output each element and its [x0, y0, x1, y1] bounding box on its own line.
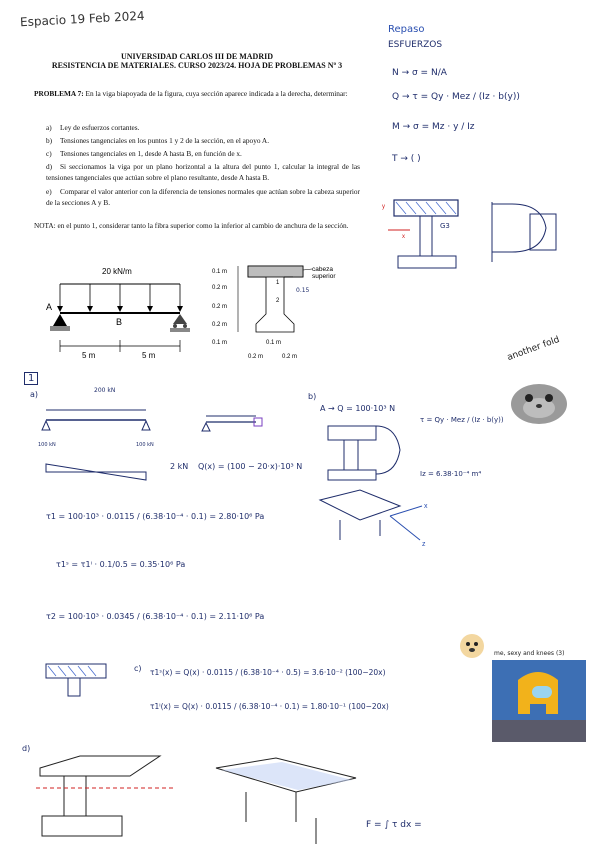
worked-fbd-sketch — [196, 398, 276, 448]
note-text: NOTA: en el punto 1, considerar tanto la fibra superior como la inferior al cambio de anchura de la sección. — [34, 221, 349, 230]
section-hand-dim: 0.15 — [296, 287, 310, 294]
problem-text: En la viga biapoyada de la figura, cuya sección aparece indicada a la derecha, determinar: — [85, 89, 348, 98]
point-b-label: B — [116, 317, 123, 327]
worked-axis-x: x — [424, 503, 428, 510]
notes-formula-m: M → σ = Mz · y / Iz — [392, 122, 475, 132]
worked-part-d-label: d) — [22, 744, 31, 753]
problem-label: PROBLEMA 7: — [34, 89, 84, 98]
worked-reaction-a: 100 kN — [38, 442, 56, 448]
list-item — [46, 161, 360, 183]
worked-c-eq2: τ1ⁱ(x) = Q(x) · 0.0115 / (6.38·10⁻⁴ · 0.1) = 1.80·10⁻¹ (100−20x) — [150, 702, 389, 711]
section-figure — [208, 262, 368, 362]
worked-beam-sketch — [36, 384, 166, 494]
notes-formula-n: N → σ = N/A — [392, 68, 447, 78]
notes-formula-t: T → ( ) — [392, 154, 421, 164]
worked-tau2: τ2 = 100·10³ · 0.0345 / (6.38·10⁻⁴ · 0.1) = 2.11·10⁶ Pa — [46, 612, 265, 621]
item-text: Si seccionamos la viga por un plano horizontal a la altura del punto 1, calcular la integral de las tensiones tangenciales que actúan sobre el plano resultante, desde A hasta B. — [46, 162, 360, 182]
span-left-label: 5 m — [82, 351, 96, 360]
item-text: Tensiones tangenciales en los puntos 1 y 2 de la sección, en el apoyo A. — [60, 136, 270, 145]
section-1-label: 1 — [24, 372, 38, 385]
university-title: UNIVERSIDAD CARLOS III DE MADRID — [120, 52, 274, 61]
worked-shear-eq: 2 kN — [170, 462, 189, 471]
section-dim-v1: 0.1 m — [212, 269, 228, 275]
worked-iz: Iz = 6.38·10⁻⁴ m⁴ — [420, 470, 482, 478]
dog-emoji — [458, 632, 486, 660]
meme-amogus-caption: me, sexy and knees (3) — [494, 650, 565, 657]
item-text: Comparar el valor anterior con la diferencia de tensiones normales que actúan sobre la cabeza superior de la secciones A y B. — [46, 187, 360, 207]
support-b-triangle — [173, 314, 187, 324]
worked-axis-z: z — [422, 541, 426, 548]
handwritten-date: Espacio 19 Feb 2024 — [19, 8, 145, 30]
list-item — [46, 122, 360, 133]
list-item — [46, 186, 360, 208]
item-label: e) — [46, 187, 52, 196]
part-a-label: a) — [30, 390, 39, 399]
notes-g3-label: G3 — [440, 222, 450, 230]
notes-section-sketch — [380, 190, 580, 280]
worked-c-eq1: τ1ˢ(x) = Q(x) · 0.0115 / (6.38·10⁻⁴ · 0.5) = 3.6·10⁻² (100−20x) — [150, 668, 386, 677]
section-dim-v4: 0.2 m — [212, 322, 228, 328]
course-title: RESISTENCIA DE MATERIALES. CURSO 2023/24. HOJA DE PROBLEMAS Nº 3 — [51, 61, 343, 70]
section-dim-v2: 0.2 m — [212, 285, 228, 291]
section-point-2: 2 — [276, 298, 280, 304]
notes-axis-x: x — [402, 234, 405, 240]
worked-part-b-label: b) — [308, 392, 317, 401]
section-dim-v3: 0.2 m — [212, 304, 228, 310]
load-label: 20 kN/m — [102, 267, 132, 276]
worked-load-200: 200 kN — [94, 387, 116, 394]
worked-tau-general: τ = Qy · Mez / (Iz · b(y)) — [420, 416, 504, 424]
section-dim-v5: 0.1 m — [212, 340, 228, 346]
item-label: b) — [46, 136, 53, 145]
worked-shear-law: Q(x) = (100 − 20·x)·10³ N — [198, 462, 303, 471]
span-right-label: 5 m — [142, 351, 156, 360]
section-dim-top: 0.1 m — [266, 340, 282, 346]
section-label-cabeza: cabeza — [312, 266, 333, 273]
amogus-image — [492, 660, 586, 742]
worked-q-at-a: A → Q = 100·10³ N — [320, 404, 396, 413]
item-label: c) — [46, 149, 52, 158]
beam-figure — [40, 262, 200, 362]
worked-3d-section — [310, 420, 440, 550]
notes-formula-q: Q → τ = Qy · Mez / (Iz · b(y)) — [392, 92, 520, 102]
list-item — [46, 148, 360, 159]
worked-part-c-label: c) — [134, 664, 142, 673]
section-label-superior: superior — [312, 273, 336, 280]
section-dim-bottom-left: 0.2 m — [248, 354, 264, 360]
item-text: Ley de esfuerzos cortantes. — [60, 123, 140, 132]
worked-tau-ratio: τ1ˢ = τ1ⁱ · 0.1/0.5 = 0.35·10⁶ Pa — [56, 560, 186, 569]
worked-d-sketch — [36, 748, 366, 848]
section-point-1: 1 — [276, 280, 280, 286]
item-text: Tensiones tangenciales en 1, desde A hasta B, en función de x. — [60, 149, 242, 158]
worked-tau1: τ1 = 100·10³ · 0.0115 / (6.38·10⁻⁴ · 0.1) = 2.80·10⁶ Pa — [46, 512, 265, 521]
item-label: d) — [46, 162, 53, 171]
worked-d-eq: F = ∫ τ dx = — [366, 820, 422, 830]
meme-seal-caption: another fold — [505, 334, 562, 364]
seal-image — [506, 374, 572, 426]
section-dim-bottom-right: 0.2 m — [282, 354, 298, 360]
notes-repaso: Repaso — [388, 24, 425, 35]
problem-statement — [34, 88, 360, 99]
support-a-label: A — [46, 302, 53, 312]
support-a-triangle — [53, 314, 67, 326]
list-item — [46, 135, 360, 146]
worked-reaction-b: 100 kN — [136, 442, 154, 448]
item-label: a) — [46, 123, 52, 132]
notes-axis-y: y — [382, 204, 385, 210]
notes-esfuerzos: ESFUERZOS — [388, 40, 443, 50]
worked-c-sketch — [40, 660, 120, 700]
